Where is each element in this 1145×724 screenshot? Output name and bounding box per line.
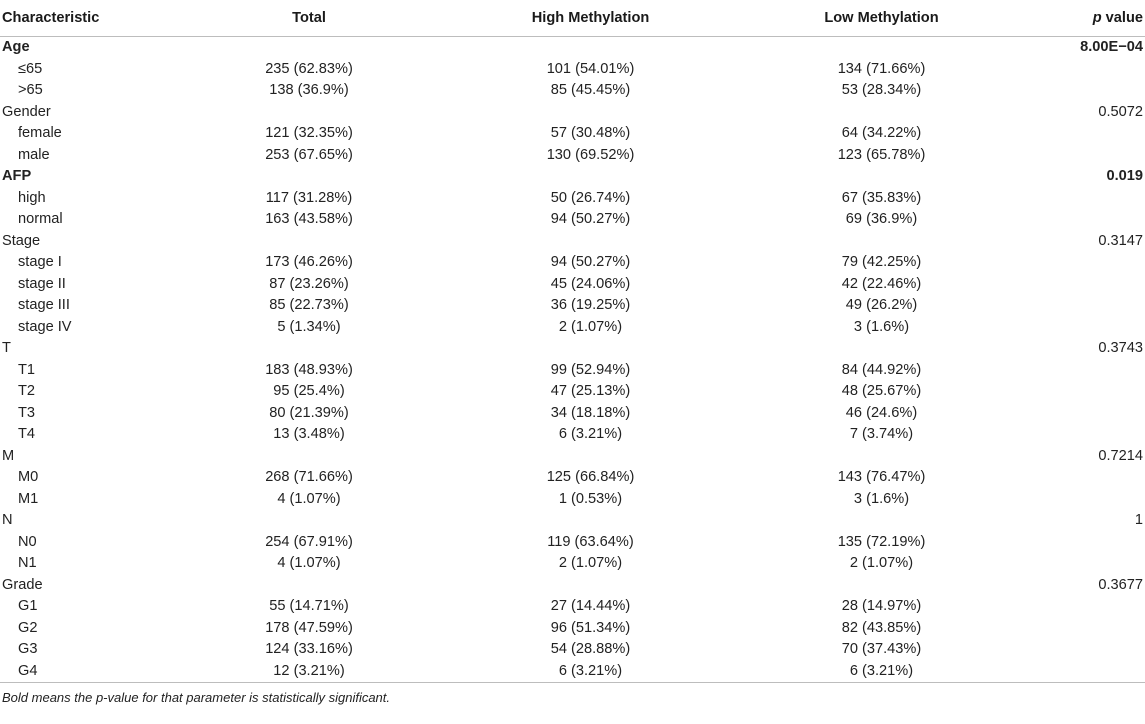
empty-cell [1050, 360, 1145, 382]
total-value: 183 (48.93%) [265, 361, 353, 378]
subgroup-label: normal [18, 211, 63, 227]
table-row [0, 123, 1145, 145]
subgroup-label: M0 [18, 469, 39, 485]
empty-cell [150, 166, 468, 188]
subgroup-label: G1 [18, 598, 38, 614]
category-row [0, 231, 1145, 253]
table-row [0, 403, 1145, 425]
empty-cell [1050, 188, 1145, 210]
table-row [0, 596, 1145, 618]
header-total: Total [150, 0, 468, 37]
high-methylation-value: 6 (3.21%) [468, 661, 713, 683]
high-methylation-value: 2 (1.07%) [558, 555, 623, 571]
empty-cell [1050, 145, 1145, 167]
category-row [0, 446, 1145, 468]
subgroup-label: ≤65 [18, 60, 43, 77]
total-value: 12 (3.21%) [150, 661, 468, 683]
total-value: 55 (14.71%) [269, 598, 349, 614]
empty-cell [1050, 123, 1145, 145]
low-methylation-value: 64 (34.22%) [841, 125, 922, 141]
empty-cell [468, 231, 713, 253]
low-methylation-value: 3 (1.6%) [853, 318, 910, 335]
total-value: 13 (3.48%) [273, 426, 345, 442]
empty-cell [713, 510, 1050, 532]
high-methylation-value: 130 (69.52%) [546, 146, 635, 163]
subgroup-label: T2 [18, 383, 36, 399]
empty-cell [1050, 209, 1145, 231]
total-value: 4 (1.07%) [277, 490, 341, 507]
empty-cell [1050, 424, 1145, 446]
high-methylation-value: 54 (28.88%) [550, 641, 631, 657]
subgroup-label: high [18, 189, 46, 206]
header-p-rest: value [1101, 10, 1143, 26]
high-methylation-value: 57 (30.48%) [550, 125, 631, 141]
table-row [0, 317, 1145, 339]
subgroup-label: stage II [18, 275, 66, 292]
empty-cell [468, 102, 713, 124]
subgroup-label: M1 [18, 490, 39, 507]
empty-cell [1050, 403, 1145, 425]
header-p-value [1050, 0, 1145, 37]
high-methylation-value: 34 (18.18%) [550, 404, 631, 421]
empty-cell [468, 446, 713, 468]
total-value: 235 (62.83%) [265, 60, 353, 77]
empty-cell [1050, 274, 1145, 296]
low-methylation-value: 67 (35.83%) [841, 189, 922, 206]
high-methylation-value: 94 (50.27%) [550, 254, 631, 270]
p-value: 8.00E−04 [1080, 39, 1143, 55]
table-row [0, 618, 1145, 640]
total-value: 124 (33.16%) [265, 641, 353, 657]
empty-cell [1050, 618, 1145, 640]
total-value: 178 (47.59%) [265, 619, 353, 636]
empty-cell [713, 102, 1050, 124]
empty-cell [150, 510, 468, 532]
total-value: 87 (23.26%) [269, 275, 349, 292]
high-methylation-value: 27 (14.44%) [550, 598, 631, 614]
low-methylation-value: 7 (3.74%) [849, 426, 914, 442]
table-row [0, 661, 1145, 683]
total-value: 121 (32.35%) [265, 125, 353, 141]
header-characteristic: Characteristic [0, 0, 150, 37]
high-methylation-value: 36 (19.25%) [550, 297, 631, 313]
high-methylation-value: 50 (26.74%) [550, 189, 631, 206]
low-methylation-value: 79 (42.25%) [841, 254, 922, 270]
empty-cell [1050, 553, 1145, 575]
empty-cell [150, 446, 468, 468]
table-row [0, 59, 1145, 81]
table-row [0, 639, 1145, 661]
empty-cell [1050, 80, 1145, 102]
subgroup-label: male [18, 146, 50, 163]
subgroup-label: stage IV [18, 318, 72, 335]
empty-cell [1050, 59, 1145, 81]
empty-cell [1050, 489, 1145, 511]
high-methylation-value: 45 (24.06%) [550, 275, 631, 292]
low-methylation-value: 46 (24.6%) [845, 404, 918, 421]
subgroup-label: N0 [18, 533, 37, 550]
table-row [0, 489, 1145, 511]
low-methylation-value: 49 (26.2%) [845, 297, 918, 313]
p-value: 0.3147 [1098, 232, 1143, 249]
category-label: AFP [2, 168, 32, 184]
empty-cell [1050, 467, 1145, 489]
category-row [0, 102, 1145, 124]
low-methylation-value: 143 (76.47%) [837, 469, 926, 485]
low-methylation-value: 3 (1.6%) [853, 490, 910, 507]
p-value: 1 [1134, 512, 1143, 528]
empty-cell [468, 575, 713, 597]
empty-cell [1050, 661, 1145, 683]
low-methylation-value: 134 (71.66%) [837, 60, 926, 77]
low-methylation-value: 123 (65.78%) [837, 146, 926, 163]
low-methylation-value: 84 (44.92%) [841, 361, 922, 378]
empty-cell [1050, 596, 1145, 618]
empty-cell [1050, 252, 1145, 274]
low-methylation-value: 135 (72.19%) [837, 533, 926, 550]
table-row [0, 360, 1145, 382]
empty-cell [468, 510, 713, 532]
subgroup-label: G2 [18, 619, 38, 636]
subgroup-label: >65 [18, 82, 43, 98]
high-methylation-value: 2 (1.07%) [558, 318, 623, 335]
table-row [0, 467, 1145, 489]
empty-cell [1050, 295, 1145, 317]
table-row [0, 252, 1145, 274]
category-row [0, 166, 1145, 188]
high-methylation-value: 96 (51.34%) [550, 619, 631, 636]
high-methylation-value: 47 (25.13%) [550, 383, 631, 399]
empty-cell [713, 37, 1050, 59]
p-value: 0.019 [1106, 168, 1143, 184]
table-row [0, 80, 1145, 102]
total-value: 163 (43.58%) [265, 211, 353, 227]
category-label: T [2, 340, 11, 356]
table-row [0, 188, 1145, 210]
empty-cell [713, 166, 1050, 188]
empty-cell [713, 575, 1050, 597]
empty-cell [1050, 381, 1145, 403]
total-value: 4 (1.07%) [277, 555, 341, 571]
category-row [0, 37, 1145, 59]
table-row [0, 295, 1145, 317]
table-body [0, 37, 1145, 683]
p-value: 0.5072 [1098, 103, 1143, 120]
category-row [0, 338, 1145, 360]
subgroup-label: stage I [18, 254, 62, 270]
empty-cell [468, 338, 713, 360]
empty-cell [713, 446, 1050, 468]
table-row [0, 553, 1145, 575]
category-label: Grade [2, 576, 43, 593]
high-methylation-value: 125 (66.84%) [546, 469, 635, 485]
empty-cell [150, 575, 468, 597]
category-row [0, 510, 1145, 532]
subgroup-label: female [18, 125, 62, 141]
total-value: 80 (21.39%) [269, 404, 349, 421]
category-label: M [2, 447, 15, 464]
high-methylation-value: 119 (63.64%) [547, 533, 634, 550]
category-label: Age [2, 39, 30, 55]
high-methylation-value: 101 (54.01%) [546, 60, 635, 77]
category-label: N [2, 512, 13, 528]
empty-cell [713, 231, 1050, 253]
empty-cell [150, 102, 468, 124]
total-value: 253 (67.65%) [265, 146, 353, 163]
category-row [0, 575, 1145, 597]
table-row [0, 381, 1145, 403]
low-methylation-value: 69 (36.9%) [845, 211, 918, 227]
table-footnote: Bold means the p-value for that parameter is statistically significant. [2, 690, 391, 705]
table-row [0, 424, 1145, 446]
empty-cell [468, 37, 713, 59]
low-methylation-value: 82 (43.85%) [841, 619, 922, 636]
subgroup-label: stage III [18, 297, 70, 313]
total-value: 95 (25.4%) [273, 383, 345, 399]
empty-cell [1050, 532, 1145, 554]
high-methylation-value: 85 (45.45%) [550, 82, 631, 98]
header-high-methylation: High Methylation [468, 0, 713, 37]
low-methylation-value: 70 (37.43%) [841, 641, 922, 657]
low-methylation-value: 53 (28.34%) [841, 82, 922, 98]
total-value: 173 (46.26%) [265, 254, 353, 270]
high-methylation-value: 6 (3.21%) [558, 426, 623, 442]
total-value: 5 (1.34%) [277, 318, 341, 335]
table-row [0, 209, 1145, 231]
low-methylation-value: 42 (22.46%) [841, 275, 922, 292]
empty-cell [1050, 639, 1145, 661]
table-row [0, 145, 1145, 167]
total-value: 268 (71.66%) [265, 469, 353, 485]
category-label: Gender [2, 103, 51, 120]
p-value: 0.7214 [1098, 447, 1143, 464]
low-methylation-value: 48 (25.67%) [841, 383, 922, 399]
empty-cell [150, 338, 468, 360]
high-methylation-value: 99 (52.94%) [550, 361, 631, 378]
table-header [0, 0, 1145, 37]
high-methylation-value: 94 (50.27%) [550, 211, 631, 227]
header-low-methylation: Low Methylation [713, 0, 1050, 37]
header-p-italic: p [1092, 10, 1102, 26]
subgroup-label: T1 [18, 361, 36, 378]
total-value: 117 (31.28%) [265, 189, 353, 206]
subgroup-label: T4 [18, 426, 36, 442]
total-value: 254 (67.91%) [265, 533, 353, 550]
low-methylation-value: 28 (14.97%) [841, 598, 922, 614]
empty-cell [150, 37, 468, 59]
subgroup-label: G4 [0, 661, 150, 683]
subgroup-label: T3 [18, 404, 36, 421]
low-methylation-value: 2 (1.07%) [849, 555, 914, 571]
empty-cell [713, 338, 1050, 360]
category-label: Stage [2, 232, 41, 249]
high-methylation-value: 1 (0.53%) [558, 490, 623, 507]
p-value: 0.3743 [1098, 340, 1143, 356]
total-value: 138 (36.9%) [269, 82, 349, 98]
empty-cell [468, 166, 713, 188]
subgroup-label: G3 [18, 641, 38, 657]
p-value: 0.3677 [1098, 576, 1143, 593]
empty-cell [1050, 317, 1145, 339]
low-methylation-value: 6 (3.21%) [713, 661, 1050, 683]
table-row [0, 532, 1145, 554]
total-value: 85 (22.73%) [269, 297, 349, 313]
table-row [0, 274, 1145, 296]
empty-cell [150, 231, 468, 253]
subgroup-label: N1 [18, 555, 37, 571]
